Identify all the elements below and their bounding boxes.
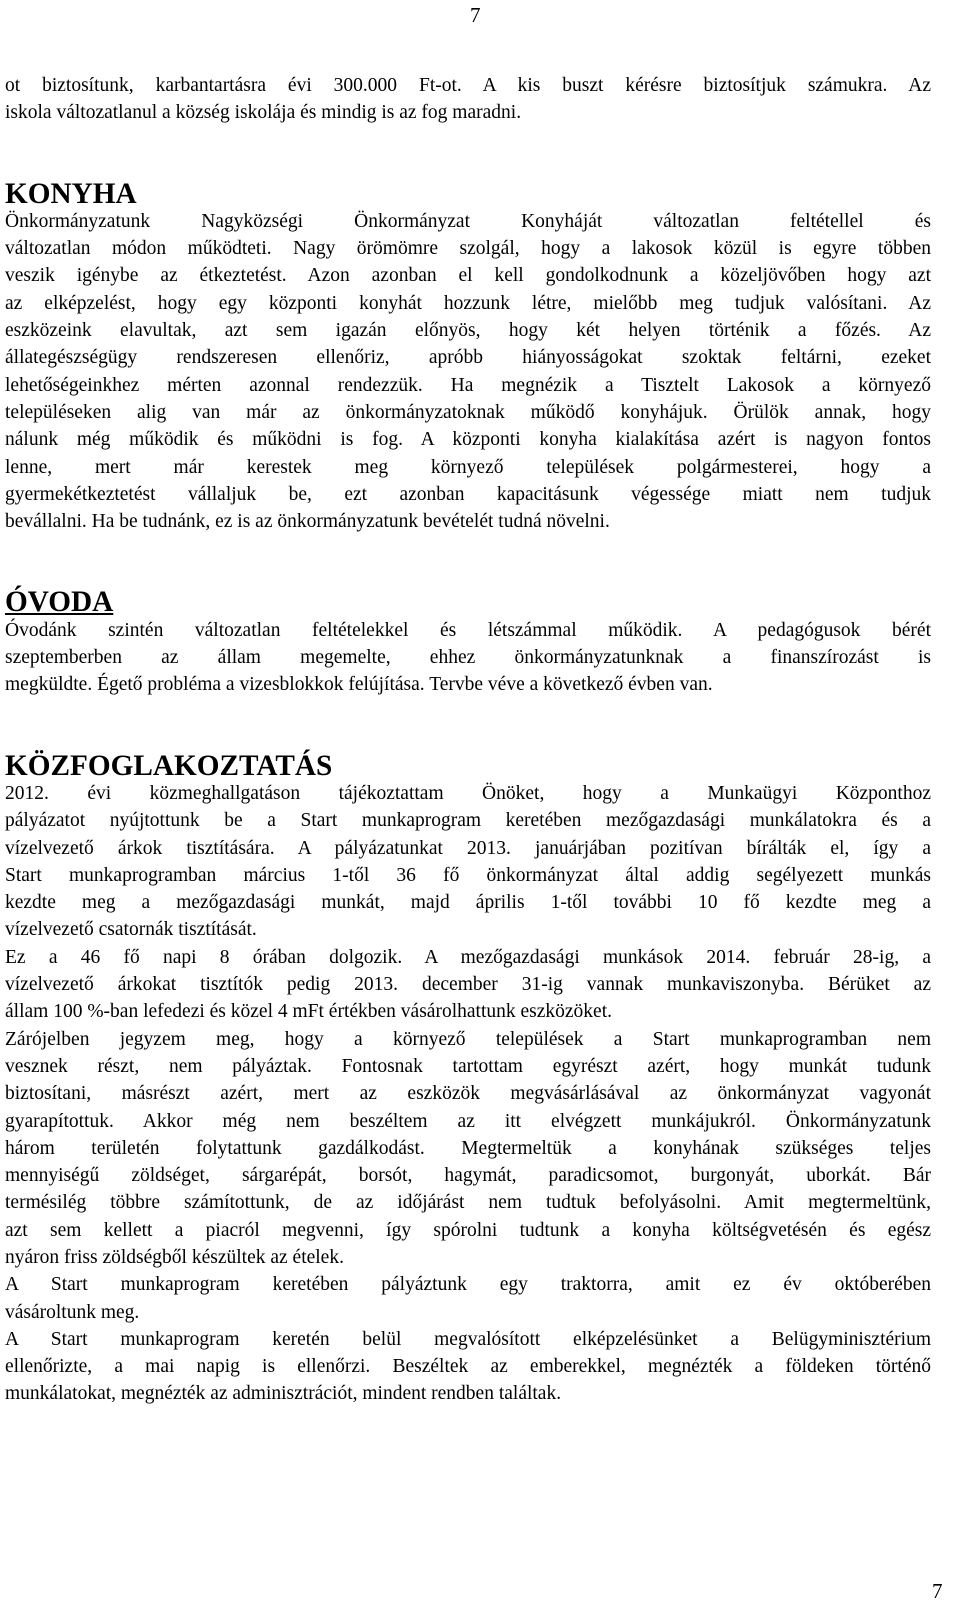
text-line: ellenőrizte, a mai napig is ellenőrzi. Beszéltek az emberekkel, megnézték a földeken történő xyxy=(5,1356,931,1378)
text-line: az elképzelést, hogy egy központi konyhát hozzunk létre, mielőbb meg tudjuk valósítani. Az xyxy=(5,292,931,314)
text-line: veszik igénybe az étkeztetést. Azon azonban el kell gondolkodnunk a közeljövőben hogy azt xyxy=(5,265,931,287)
page-number-bottom: 7 xyxy=(932,1579,943,1603)
text-line: iskola változatlanul a község iskolája és mindig is az fog maradni. xyxy=(5,102,522,124)
text-line: állategészségügy rendszeresen ellenőriz, apróbb hiányosságokat szoktak feltárni, ezeket xyxy=(5,347,931,369)
ovoda-paragraph xyxy=(5,617,931,699)
konyha-paragraph xyxy=(5,208,931,536)
text-line: A Start munkaprogram keretén belül megvalósított elképzelésünket a Belügyminisztérium xyxy=(5,1328,931,1350)
spacer xyxy=(5,535,931,589)
intro-paragraph xyxy=(5,72,931,127)
text-line: 2012. évi közmeghallgatáson tájékoztattam Önöket, hogy a Munkaügyi Központhoz xyxy=(5,782,931,804)
text-line: Óvodánk szintén változatlan feltételekkel és létszámmal működik. A pedagógusok bérét xyxy=(5,619,931,641)
text-line: vízelvezető árkokat tisztítók pedig 2013. december 31-ig vannak munkaviszonyba. Bérüket az xyxy=(5,974,931,996)
text-line: állam 100 %-ban lefedezi és közel 4 mFt értékben vásárolhattunk eszközöket. xyxy=(5,1001,612,1023)
text-line: változatlan módon működteti. Nagy örömömre szolgál, hogy a lakosok közül is egyre többen xyxy=(5,238,931,260)
text-line: azt sem kellett a piacról megvenni, így spórolni tudtunk a konyha költségvetésén és egész xyxy=(5,1219,931,1241)
kozfoglalkoztatas-paragraph-2 xyxy=(5,944,931,1026)
text-line: bevállalni. Ha be tudnánk, ez is az önkormányzatunk bevételét tudná növelni. xyxy=(5,511,610,533)
text-line: szeptemberben az állam megemelte, ehhez önkormányzatunknak a finanszírozást is xyxy=(5,647,931,669)
section-heading-ovoda: ÓVODA xyxy=(5,586,114,619)
text-line: Ez a 46 fő napi 8 órában dolgozik. A mezőgazdasági munkások 2014. február 28-ig, a xyxy=(5,946,931,968)
text-line: Zárójelben jegyzem meg, hogy a környező települések a Start munkaprogramban nem xyxy=(5,1028,931,1050)
text-line: gyermekétkeztetést vállaljuk be, ezt azonban kapacitásunk végessége miatt nem tudjuk xyxy=(5,483,931,505)
text-line: A Start munkaprogram keretében pályáztunk egy traktorra, amit ez év októberében xyxy=(5,1274,931,1296)
text-line: lenne, mert már kerestek meg környező települések polgármesterei, hogy a xyxy=(5,456,931,478)
text-line: Start munkaprogramban március 1-től 36 fő önkormányzat által addig segélyezett munkás xyxy=(5,864,931,886)
kozfoglalkoztatas-paragraph-3 xyxy=(5,1026,931,1272)
text-line: mennyiségű zöldséget, sárgarépát, borsót, hagymát, paradicsomot, burgonyát, uborkát. Bár xyxy=(5,1165,931,1187)
text-line: ot biztosítunk, karbantartásra évi 300.000 Ft-ot. A kis buszt kérésre biztosítjuk számukra. Az xyxy=(5,75,931,96)
text-line: biztosítani, másrészt azért, mert az eszközök megvásárlásával az önkormányzat vagyonát xyxy=(5,1083,931,1105)
text-line: termésilég többre számítottunk, de az időjárást nem tudtuk befolyásolni. Amit megtermeltünk, xyxy=(5,1192,931,1214)
text-line: nálunk még működik és működni is fog. A központi konyha kialakítása azért is nagyon fontos xyxy=(5,429,931,451)
text-line: nyáron friss zöldségből készültek az ételek. xyxy=(5,1246,344,1268)
kozfoglalkoztatas-paragraph-4 xyxy=(5,1271,931,1326)
text-line: gyarapítottuk. Akkor még nem beszéltem az itt elvégzett munkájukról. Önkormányzatunk xyxy=(5,1110,931,1132)
text-line: eszközeink elavultak, azt sem igazán előnyös, hogy két helyen történik a főzés. Az xyxy=(5,320,931,342)
spacer xyxy=(5,127,931,181)
text-line: pályázatot nyújtottunk be a Start munkaprogram keretében mezőgazdasági munkálatokra és a xyxy=(5,810,931,832)
text-line: Önkormányzatunk Nagyközségi Önkormányzat Konyháját változatlan feltétellel és xyxy=(5,210,931,232)
spacer xyxy=(5,699,931,753)
page-number-top: 7 xyxy=(470,3,481,27)
text-line: vesznek részt, nem pályáztak. Fontosnak tartottam egyrészt azért, hogy munkát tudunk xyxy=(5,1055,931,1077)
text-line: vízelvezető árkok tisztítására. A pályázatunkat 2013. januárjában pozitívan bírálták el, így a xyxy=(5,837,931,859)
text-line: településeken alig van már az önkormányzatoknak működő konyhájuk. Örülök annak, hogy xyxy=(5,401,931,423)
document-body xyxy=(5,72,931,1408)
text-line: megküldte. Égető probléma a vizesblokkok felújítása. Tervbe véve a következő évben van. xyxy=(5,674,713,696)
section-heading-kozfoglalkoztatas: KÖZFOGLAKOZTATÁS xyxy=(5,749,333,782)
text-line: vízelvezető csatornák tisztítását. xyxy=(5,919,257,941)
kozfoglalkoztatas-paragraph-5 xyxy=(5,1326,931,1408)
text-line: kezdte meg a mezőgazdasági munkát, majd április 1-től további 10 fő kezdte meg a xyxy=(5,892,931,914)
section-heading-konyha: KONYHA xyxy=(5,177,137,210)
text-line: lehetőségeinkhez mérten azonnal rendezzük. Ha megnézik a Tisztelt Lakosok a környező xyxy=(5,374,931,396)
text-line: munkálatokat, megnézték az adminisztrációt, mindent rendben találtak. xyxy=(5,1383,562,1405)
kozfoglalkoztatas-paragraph-1 xyxy=(5,780,931,944)
text-line: vásároltunk meg. xyxy=(5,1301,140,1323)
text-line: három területén folytattunk gazdálkodást. Megtermeltük a konyhának szükséges teljes xyxy=(5,1137,931,1159)
